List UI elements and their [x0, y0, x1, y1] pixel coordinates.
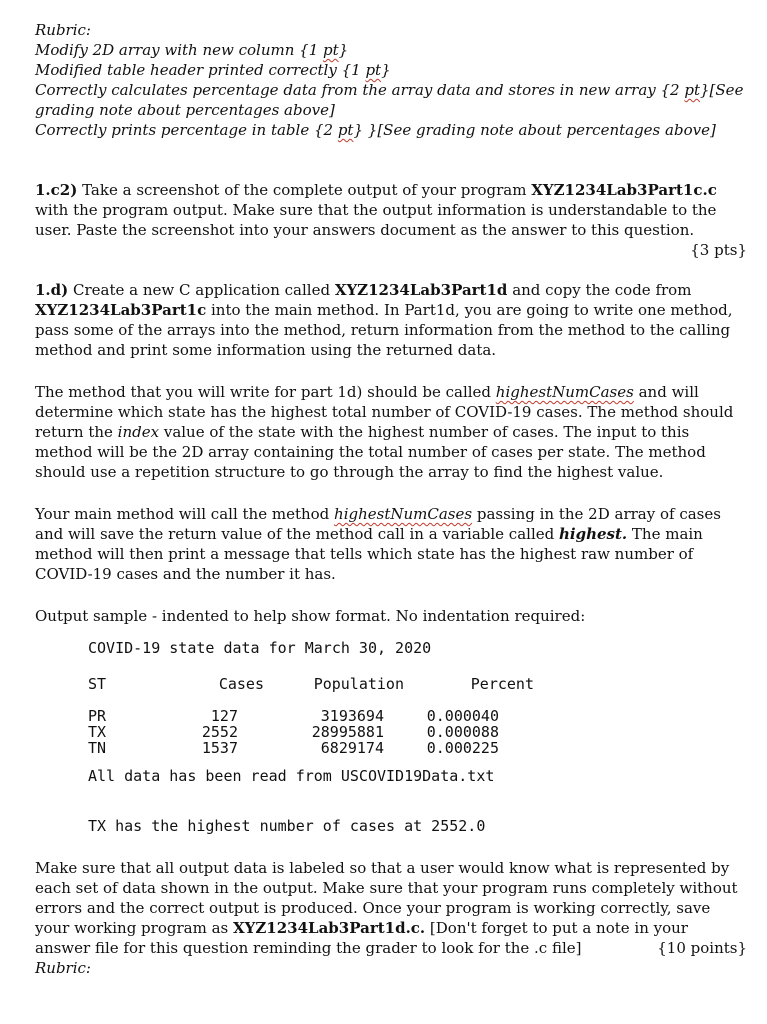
points-badge: {3 pts}: [690, 241, 747, 259]
task-1d: 1.d) Create a new C application called XYZ1234Lab3Part1d and copy the code from XYZ1234Lab3Part1c into the main method. In Part1d, you are going to write one method, pass some of the arrays into the method, return information from the method to the calling method and print some information using the returned data.: [35, 281, 733, 359]
header-st: ST: [88, 675, 107, 693]
final-instructions: Make sure that all output data is labeled so that a user would know what is represented by each set of data shown in the output. Make sure that your program runs completely without errors and the correct output is produced. Once your program is working correctly, save your working program as XYZ1234Lab3Part1d.c. [Don't forget to put a note in your answer file for this question reminding the grader to look for the .c file] {10 points}: [35, 859, 747, 957]
document-page: [35, 20, 747, 978]
rubric-section: [35, 20, 747, 140]
header-cases: Cases: [218, 675, 264, 693]
filename: XYZ1234Lab3Part1d.c.: [232, 919, 426, 937]
source-name: XYZ1234Lab3Part1c: [35, 301, 207, 319]
task-label: 1.d): [35, 281, 69, 299]
read-message: All data has been read from USCOVID19Data.txt: [88, 767, 495, 785]
rubric-heading: Rubric:: [35, 21, 91, 39]
filename: XYZ1234Lab3Part1c.c: [531, 181, 717, 199]
rubric-item: Modified table header printed correctly {1 pt}: [35, 61, 391, 79]
rubric-item: Modify 2D array with new column {1 pt}: [35, 41, 349, 59]
table-row: TX 2552 28995881 0.000088: [88, 723, 499, 741]
table-row: PR 127 3193694 0.000040: [88, 707, 499, 725]
variable-name: highest.: [559, 525, 628, 543]
rubric-item: Correctly prints percentage in table {2 pt} }[See grading note about percentages above]: [35, 121, 716, 139]
method-name: highestNumCases: [495, 383, 634, 401]
console-title: COVID-19 state data for March 30, 2020: [88, 639, 432, 657]
table-header: [88, 674, 747, 694]
output-table: [88, 674, 747, 756]
main-description: Your main method will call the method highestNumCases passing in the 2D array of cases and will save the return value of the method call in a variable called highest. The main method will then print a message that tells which state has the highest raw number of COVID-19 cases and the number it has.: [35, 505, 721, 583]
rubric-item: Correctly calculates percentage data from the array data and stores in new array {2 pt}[See grading note about percentages above]: [35, 81, 744, 119]
output-sample-label: Output sample - indented to help show format. No indentation required:: [35, 607, 586, 625]
app-name: XYZ1234Lab3Part1d: [334, 281, 508, 299]
task-label: 1.c2): [35, 181, 78, 199]
table-row: TN 1537 6829174 0.000225: [88, 739, 499, 757]
console-output: [88, 638, 747, 836]
rubric-heading: Rubric:: [35, 959, 91, 977]
method-description: The method that you will write for part 1d) should be called highestNumCases and will determine which state has the highest total number of COVID-19 cases. The method should return the index value of the state with the highest number of cases. The input to this method will be the 2D array containing the total number of cases per state. The method should use a repetition structure to go through the array to find the highest value.: [35, 383, 734, 481]
highest-message: TX has the highest number of cases at 2552.0: [88, 817, 486, 835]
header-percent: Percent: [470, 675, 534, 693]
task-1c2: 1.c2) Take a screenshot of the complete output of your program XYZ1234Lab3Part1c.c with the program output. Make sure that the output information is understandable to the user. Paste the screenshot into your answers document as the answer to this question. {3 pts}: [35, 181, 747, 259]
index-word: index: [117, 423, 160, 441]
method-name: highestNumCases: [334, 505, 473, 523]
points-badge: {10 points}: [657, 939, 747, 957]
header-population: Population: [313, 675, 404, 693]
